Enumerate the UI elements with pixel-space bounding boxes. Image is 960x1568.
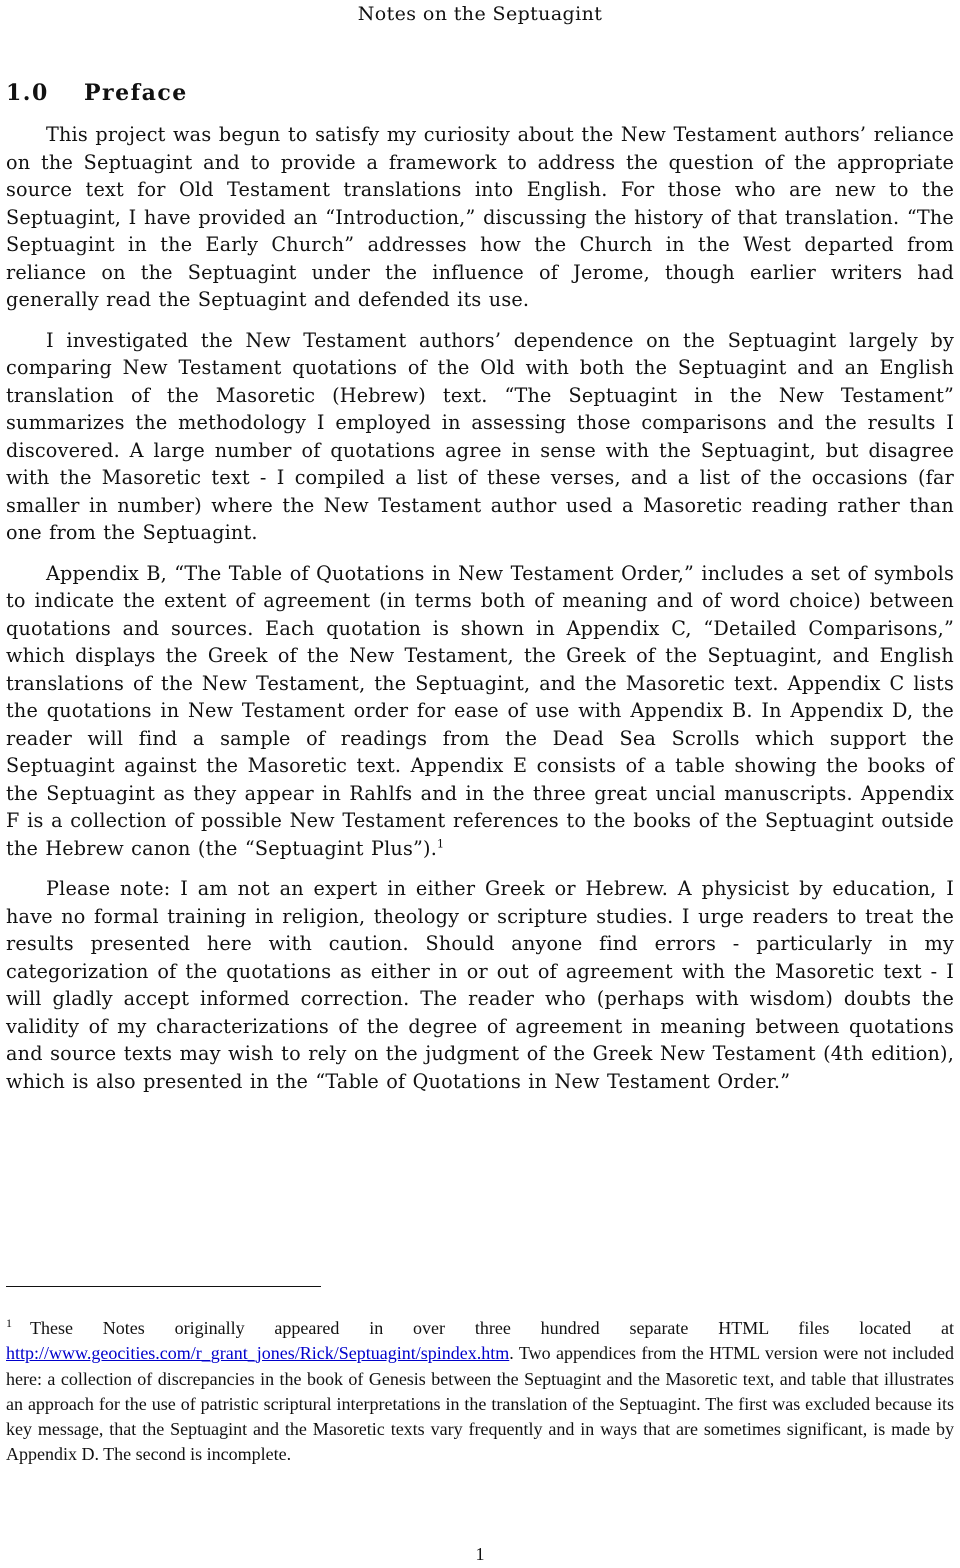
footnote-link[interactable]: http://www.geocities.com/r_grant_jones/Rick/Septuagint/spindex.htm: [6, 1343, 510, 1364]
running-header: Notes on the Septuagint: [357, 3, 603, 25]
section-title: Preface: [84, 80, 188, 106]
footnote-divider: [6, 1286, 321, 1287]
paragraph-disclaimer: Please note: I am not an expert in either Greek or Hebrew. A physicist by education, I have no formal training in religion, theology or scripture studies. I urge readers to treat the results presented here with caution. Should anyone find errors - particularly in my categorization of the quotations as either in or out of agreement with the Masoretic text - I will gladly accept informed correction. The reader who (perhaps with wisdom) doubts the validity of my characterizations of the degree of agreement in meaning between quotations and source texts may wish to rely on the judgment of the Greek New Testament (4th edition), which is also presented in the “Table of Quotations in New Testament Order.”: [6, 877, 954, 1093]
page-number: 1: [475, 1544, 485, 1564]
footnote-text-before-link: These Notes originally appeared in over three hundred separate HTML files located at: [30, 1318, 954, 1338]
paragraph-appendices-text: Appendix B, “The Table of Quotations in New Testament Order,” includes a set of symbols to indicate the extent of agreement (in terms both of meaning and of word choice) between quotations and sources. Each quotation is shown in Appendix C, “Detailed Comparisons,” which displays the Greek of the New Testament, the Greek of the Septuagint, and English translations of the New Testament, the Septuagint, and the Masoretic text. Appendix C lists the quotations in New Testament order for ease of use with Appendix B. In Appendix D, the reader will find a sample of readings from the Dead Sea Scrolls which support the Septuagint against the Masoretic text. Appendix E consists of a table showing the books of the Septuagint as they appear in Rahlfs and in the three great uncial manuscripts. Appendix F is a collection of possible New Testament references to the books of the Septuagint outside the Hebrew canon (the “Septuagint Plus”).: [6, 561, 954, 860]
paragraph-appendices: [6, 560, 954, 863]
paragraph-intro: This project was begun to satisfy my curiosity about the New Testament authors’ reliance on the Septuagint and to provide a framework to address the question of the appropriate source text for Old Testament translations into English. For those who are new to the Septuagint, I have provided an “Introduction,” discussing the history of that translation. “The Septuagint in the Early Church” addresses how the Church in the West departed from reliance on the Septuagint under the influence of Jerome, though earlier writers had generally read the Septuagint and defended its use.: [6, 123, 954, 311]
footnote-number: 1: [6, 1316, 12, 1330]
footnote: [6, 1316, 954, 1468]
section-number: 1.0: [6, 80, 49, 106]
footnote-reference[interactable]: 1: [437, 837, 445, 851]
section-heading: [6, 80, 188, 106]
paragraph-methodology: I investigated the New Testament authors’ dependence on the Septuagint largely by comparing New Testament quotations of the Old with both the Septuagint and an English translation of the Masoretic (Hebrew) text. “The Septuagint in the New Testament” summarizes the methodology I employed in assessing those comparisons and the results I discovered. A large number of quotations agree in sense with the Septuagint, but disagree with the Masoretic text - I compiled a list of these verses, and a list of the occasions (far smaller in number) where the New Testament author used a Masoretic reading rather than one from the Septuagint.: [6, 328, 954, 544]
preface-body: [6, 121, 954, 1108]
footnote-text-after-link: . Two appendices from the HTML version were not included here: a collection of discrepancies in the book of Genesis between the Septuagint and the Masoretic text, and table that illustrates an approach for the use of patristic scriptural interpretations in the translation of the Septuagint. The first was excluded because its key message, that the Septuagint and the Masoretic texts vary frequently and in ways that are sometimes significant, is made by Appendix D. The second is incomplete.: [6, 1343, 954, 1465]
